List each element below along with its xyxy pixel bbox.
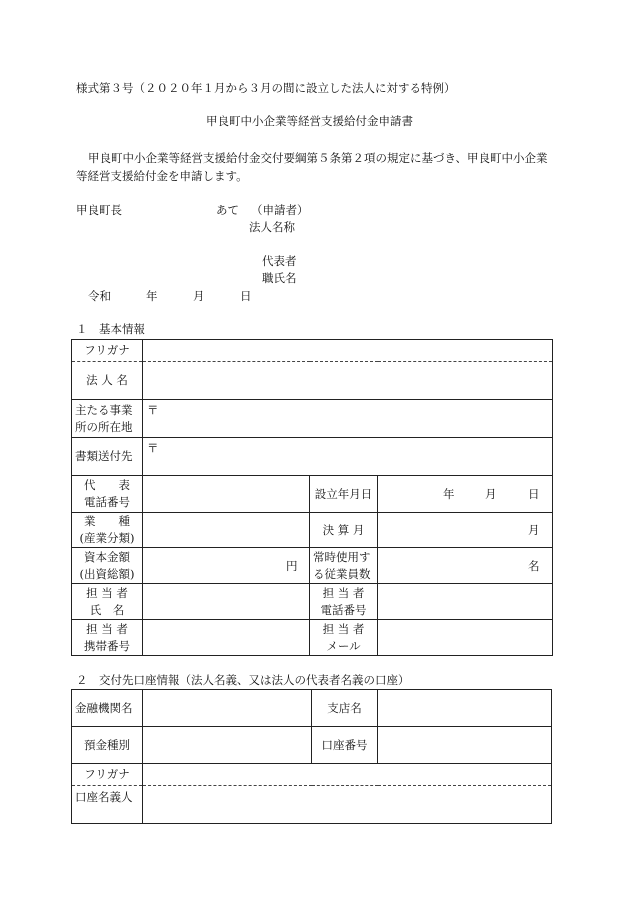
- rep-phone-input[interactable]: [143, 476, 310, 513]
- contact-phone-label: 担 当 者 電話番号: [310, 584, 378, 620]
- deposit-type-input[interactable]: [143, 727, 312, 764]
- account-furigana-label: フリガナ: [72, 764, 143, 786]
- settlement-label: 決 算 月: [310, 513, 378, 548]
- section1-heading: １ 基本情報: [76, 322, 145, 336]
- contact-mail-input[interactable]: [378, 620, 553, 656]
- account-number-label: 口座番号: [312, 727, 378, 764]
- addressee-mayor: 甲良町長: [76, 203, 122, 217]
- basic-info-table: [71, 339, 553, 656]
- employees-label: 常時使用す る従業員数: [310, 548, 378, 584]
- bank-info-table: [71, 689, 552, 824]
- corp-name-label: 法人名称: [249, 220, 295, 234]
- branch-input[interactable]: [378, 690, 552, 727]
- postal-mark: 〒: [147, 441, 159, 455]
- main-office-input[interactable]: [143, 400, 553, 438]
- intro-text-line2: 等経営支援給付金を申請します。: [76, 169, 248, 183]
- settlement-input[interactable]: 月: [378, 513, 553, 548]
- contact-name-input[interactable]: [143, 584, 310, 620]
- corp-name-cell-label: 法 人 名: [72, 362, 143, 400]
- mail-address-label: 書類送付先: [72, 438, 143, 476]
- industry-label: 業 種 (産業分類): [72, 513, 143, 548]
- applicant-label: （申請者）: [251, 203, 309, 217]
- date-era: 令和: [88, 289, 111, 303]
- contact-mobile-input[interactable]: [143, 620, 310, 656]
- est-date-label: 設立年月日: [310, 476, 378, 513]
- main-office-label: 主たる事業 所の所在地: [72, 400, 143, 438]
- account-number-input[interactable]: [378, 727, 552, 764]
- mail-address-input[interactable]: [143, 438, 553, 476]
- capital-label: 資本金額 (出資総額): [72, 548, 143, 584]
- date-day: 日: [240, 289, 252, 303]
- furigana-input[interactable]: [143, 340, 553, 362]
- bank-name-label: 金融機関名: [72, 690, 143, 727]
- form-number: 様式第３号（２０２０年１月から３月の間に設立した法人に対する特例）: [76, 81, 456, 95]
- contact-mail-label: 担 当 者 メール: [310, 620, 378, 656]
- postal-mark: 〒: [147, 403, 159, 417]
- contact-name-label: 担 当 者 氏 名: [72, 584, 143, 620]
- representative-title-label: 職氏名: [262, 271, 297, 285]
- employees-input[interactable]: 名: [378, 548, 553, 584]
- capital-input[interactable]: 円: [143, 548, 310, 584]
- contact-mobile-label: 担 当 者 携帯番号: [72, 620, 143, 656]
- rep-phone-label: 代 表 電話番号: [72, 476, 143, 513]
- bank-name-input[interactable]: [143, 690, 312, 727]
- industry-input[interactable]: [143, 513, 310, 548]
- branch-label: 支店名: [312, 690, 378, 727]
- contact-phone-input[interactable]: [378, 584, 553, 620]
- est-date-input[interactable]: 年 月 日: [378, 476, 553, 513]
- intro-text-line1: 甲良町中小企業等経営支援給付金交付要綱第５条第２項の規定に基づき、甲良町中小企業: [88, 151, 548, 165]
- account-holder-input[interactable]: [143, 786, 552, 824]
- addressee-ate: あて: [216, 203, 239, 217]
- date-month: 月: [193, 289, 205, 303]
- account-holder-label: 口座名義人: [72, 786, 143, 824]
- section2-heading: ２ 交付先口座情報（法人名義、又は法人の代表者名義の口座）: [76, 673, 410, 687]
- page-title: 甲良町中小企業等経営支援給付金申請書: [206, 114, 413, 128]
- deposit-type-label: 預金種別: [72, 727, 143, 764]
- date-year: 年: [146, 289, 158, 303]
- representative-label: 代表者: [262, 254, 297, 268]
- account-furigana-input[interactable]: [143, 764, 552, 786]
- furigana-label: フリガナ: [72, 340, 143, 362]
- corp-name-input[interactable]: [143, 362, 553, 400]
